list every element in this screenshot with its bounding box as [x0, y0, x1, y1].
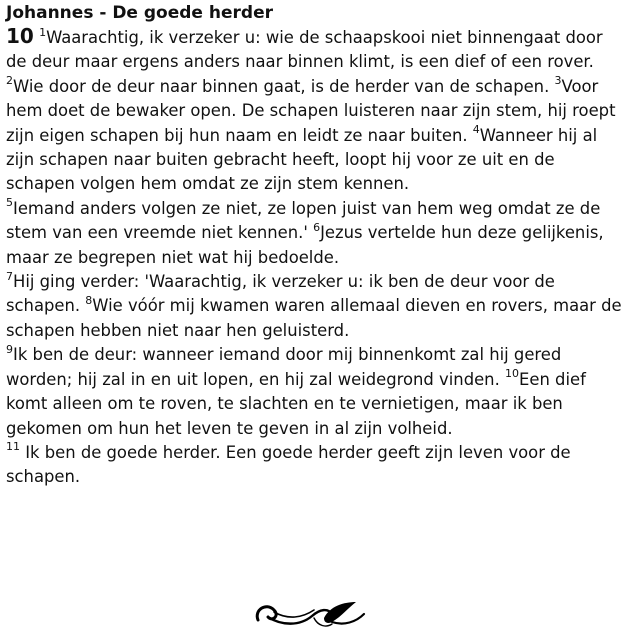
- paragraph: [6, 343, 622, 441]
- verse-number: 5: [6, 196, 13, 210]
- verse-text: Voor hem doet de bewaker open. De schapen luisteren naar zijn stem, hij roept zijn eigen schapen bij hun naam en leidt ze naar buiten.: [6, 76, 616, 145]
- paragraph: [6, 24, 622, 197]
- verse-number: 2: [6, 74, 13, 88]
- verse-text: Hij ging verder: 'Waarachtig, ik verzeker u: ik ben de deur voor de schapen.: [6, 272, 555, 316]
- scripture-passage: [6, 24, 622, 490]
- paragraph: [6, 441, 622, 490]
- document-title: Johannes - De goede herder: [6, 3, 273, 23]
- verse-text: Ik ben de goede herder. Een goede herder geeft zijn leven voor de schapen.: [6, 442, 571, 487]
- verse-text: Een dief komt alleen om te roven, te slachten en te vernietigen, maar ik ben gekomen om hun het leven te geven in al zijn volheid.: [6, 369, 586, 438]
- verse-number: 1: [39, 25, 47, 39]
- verse-number: 4: [472, 123, 480, 137]
- verse-number: 10: [505, 367, 519, 381]
- verse-text: Wie door de deur naar binnen gaat, is de herder van de schapen.: [13, 76, 555, 96]
- verse-text: Waarachtig, ik verzeker u: wie de schaapskooi niet binnengaat door de deur maar ergens anders naar binnen klimt, is een dief of een rover.: [6, 28, 603, 72]
- paragraph: [6, 270, 622, 343]
- verse-number: 9: [6, 342, 13, 356]
- verse-text: Wie vóór mij kwamen waren allemaal dieven en rovers, maar de schapen hebben niet naar hen geluisterd.: [6, 296, 622, 340]
- verse-number: 8: [85, 294, 93, 307]
- verse-number: 7: [6, 269, 13, 283]
- verse-text: Ik ben de deur: wanneer iemand door mij binnenkomt zal hij gered worden; hij zal in en uit lopen, en hij zal weidegrond vinden.: [6, 345, 562, 389]
- verse-text: Jezus vertelde hun deze gelijkenis, maar ze begrepen niet wat hij bedoelde.: [6, 223, 604, 267]
- verse-number: 3: [554, 74, 562, 88]
- paragraph: [6, 197, 622, 270]
- verse-number: 11: [6, 440, 20, 454]
- flourish-ornament-icon: [252, 596, 368, 632]
- verse-text: Wanneer hij al zijn schapen naar buiten gebracht heeft, loopt hij voor ze uit en de schapen volgen hem omdat ze zijn stem kennen.: [6, 125, 598, 194]
- verse-text: Iemand anders volgen ze niet, ze lopen juist van hem weg omdat ze de stem van een vreemde niet kennen.': [6, 198, 601, 243]
- document-page: [6, 2, 622, 490]
- verse-number: 6: [313, 220, 321, 234]
- chapter-number: 10: [6, 24, 34, 48]
